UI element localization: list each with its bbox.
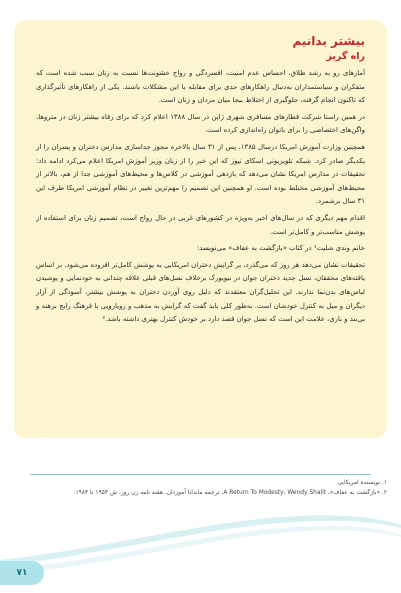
footnote-2: ۲. «بازگشت به عفاف»، A Return To Modesty، Wendy Shalit، ترجمه ماندانا آموزدان، هفته نامه زن روز، ش ۱۹۵۴ تا ۱۹۸۴. <box>73 490 387 496</box>
paragraph-4: اقدام مهم دیگری که در سال‌های اخیر به‌ویژه در کشورهای غربی در حال رواج است، تصمیم زنان برای استفاده از پوشش مناسب‌تر و کامل‌تر است. <box>36 213 365 236</box>
box-heading: بیشتر بدانیم <box>292 34 365 48</box>
paragraph-6: تحقیقات نشان می‌دهد هر روز که می‌گذرد، بر گرایش دختران امریکایی به پوشش کامل‌تر افزوده می‌شود. بر اساس یافته‌های محققان، نسل جدید دختران جوان در نیویورک برخلاف نسل‌های قبلی علاقه چندانی به خودنمایی و پوشیدن لباس‌های بدن‌نما ندارند. این تحلیل‌گران معتقدند که دلیل روی آوردن دختران به پوشش بیشتر، آسودگی از آزار دیگران و میل به کنترل خودشان است. به‌طور کلی باید گفت که گرایش به مذهب و رویارویی با فرهنگ رایج برهنه و بی‌بند و باری، علامت این است که نسل جوان قصد دارد بر خودش کنترل بهتری داشته باشد.² <box>36 260 365 324</box>
paragraph-5: خانم وندی شلیت¹ در کتاب «بازگشت به عفاف» می‌نویسد: <box>197 244 365 253</box>
info-box-content <box>36 34 365 428</box>
box-subheading: راه گریز <box>326 51 365 62</box>
info-box <box>14 20 387 438</box>
paragraph-2: در همین راستا شرکت قطارهای مسافری شهری ژاپن در سال ۱۳۸۸ اعلام کرد که برای رفاه بیشتر زنان در متروها، واگن‌های اختصاصی را برای بانوان راه‌اندازی کرده است. <box>36 112 365 135</box>
footnote-1: ۱. نویسنده امریکایی <box>337 480 387 486</box>
footnotes <box>14 478 387 498</box>
paragraph-1: آمارهای رو به رشد طلاق، احساس عدم امنیت، افسردگی و رواج خشونت‌ها نسبت به زنان سبب شده است که متفکران و سیاستمداران به‌دنبال راهکارهای جدی برای مقابله با این مشکلات باشند. یکی از راهکارهای تأثیرگذاری که تاکنون انجام گرفته، جلوگیری از اختلاط بیجا میان مردان و زنان است. <box>36 69 365 105</box>
page-number: ۷۱ <box>0 561 44 585</box>
footnote-divider <box>30 474 371 475</box>
paragraph-3: همچنین وزارت آموزش امریکا درسال ۱۳۸۵، پس از ۳۱ سال بالاخره مجوز جداسازی مدارس دختران و پسران را از یکدیگر صادر کرد. شبکه تلویزیونی اسکای نیوز که این خبر را از زبان وزیر آموزش امریکا اعلام می‌کرد ادامه داد: تحقیقات در مدارس امریکا نشان می‌دهد که بازدهی آموزشی در کلاس‌ها و محیط‌های آموزشی جدا از هم، بالاتر از محیط‌های آموزشی مختلط بوده است. او همچنین این تصمیم را مهم‌ترین تغییر در نظام آموزشی امریکا طرف این ۳۱ سال برشمرد. <box>36 142 366 206</box>
bottom-wave-decoration <box>0 500 401 593</box>
